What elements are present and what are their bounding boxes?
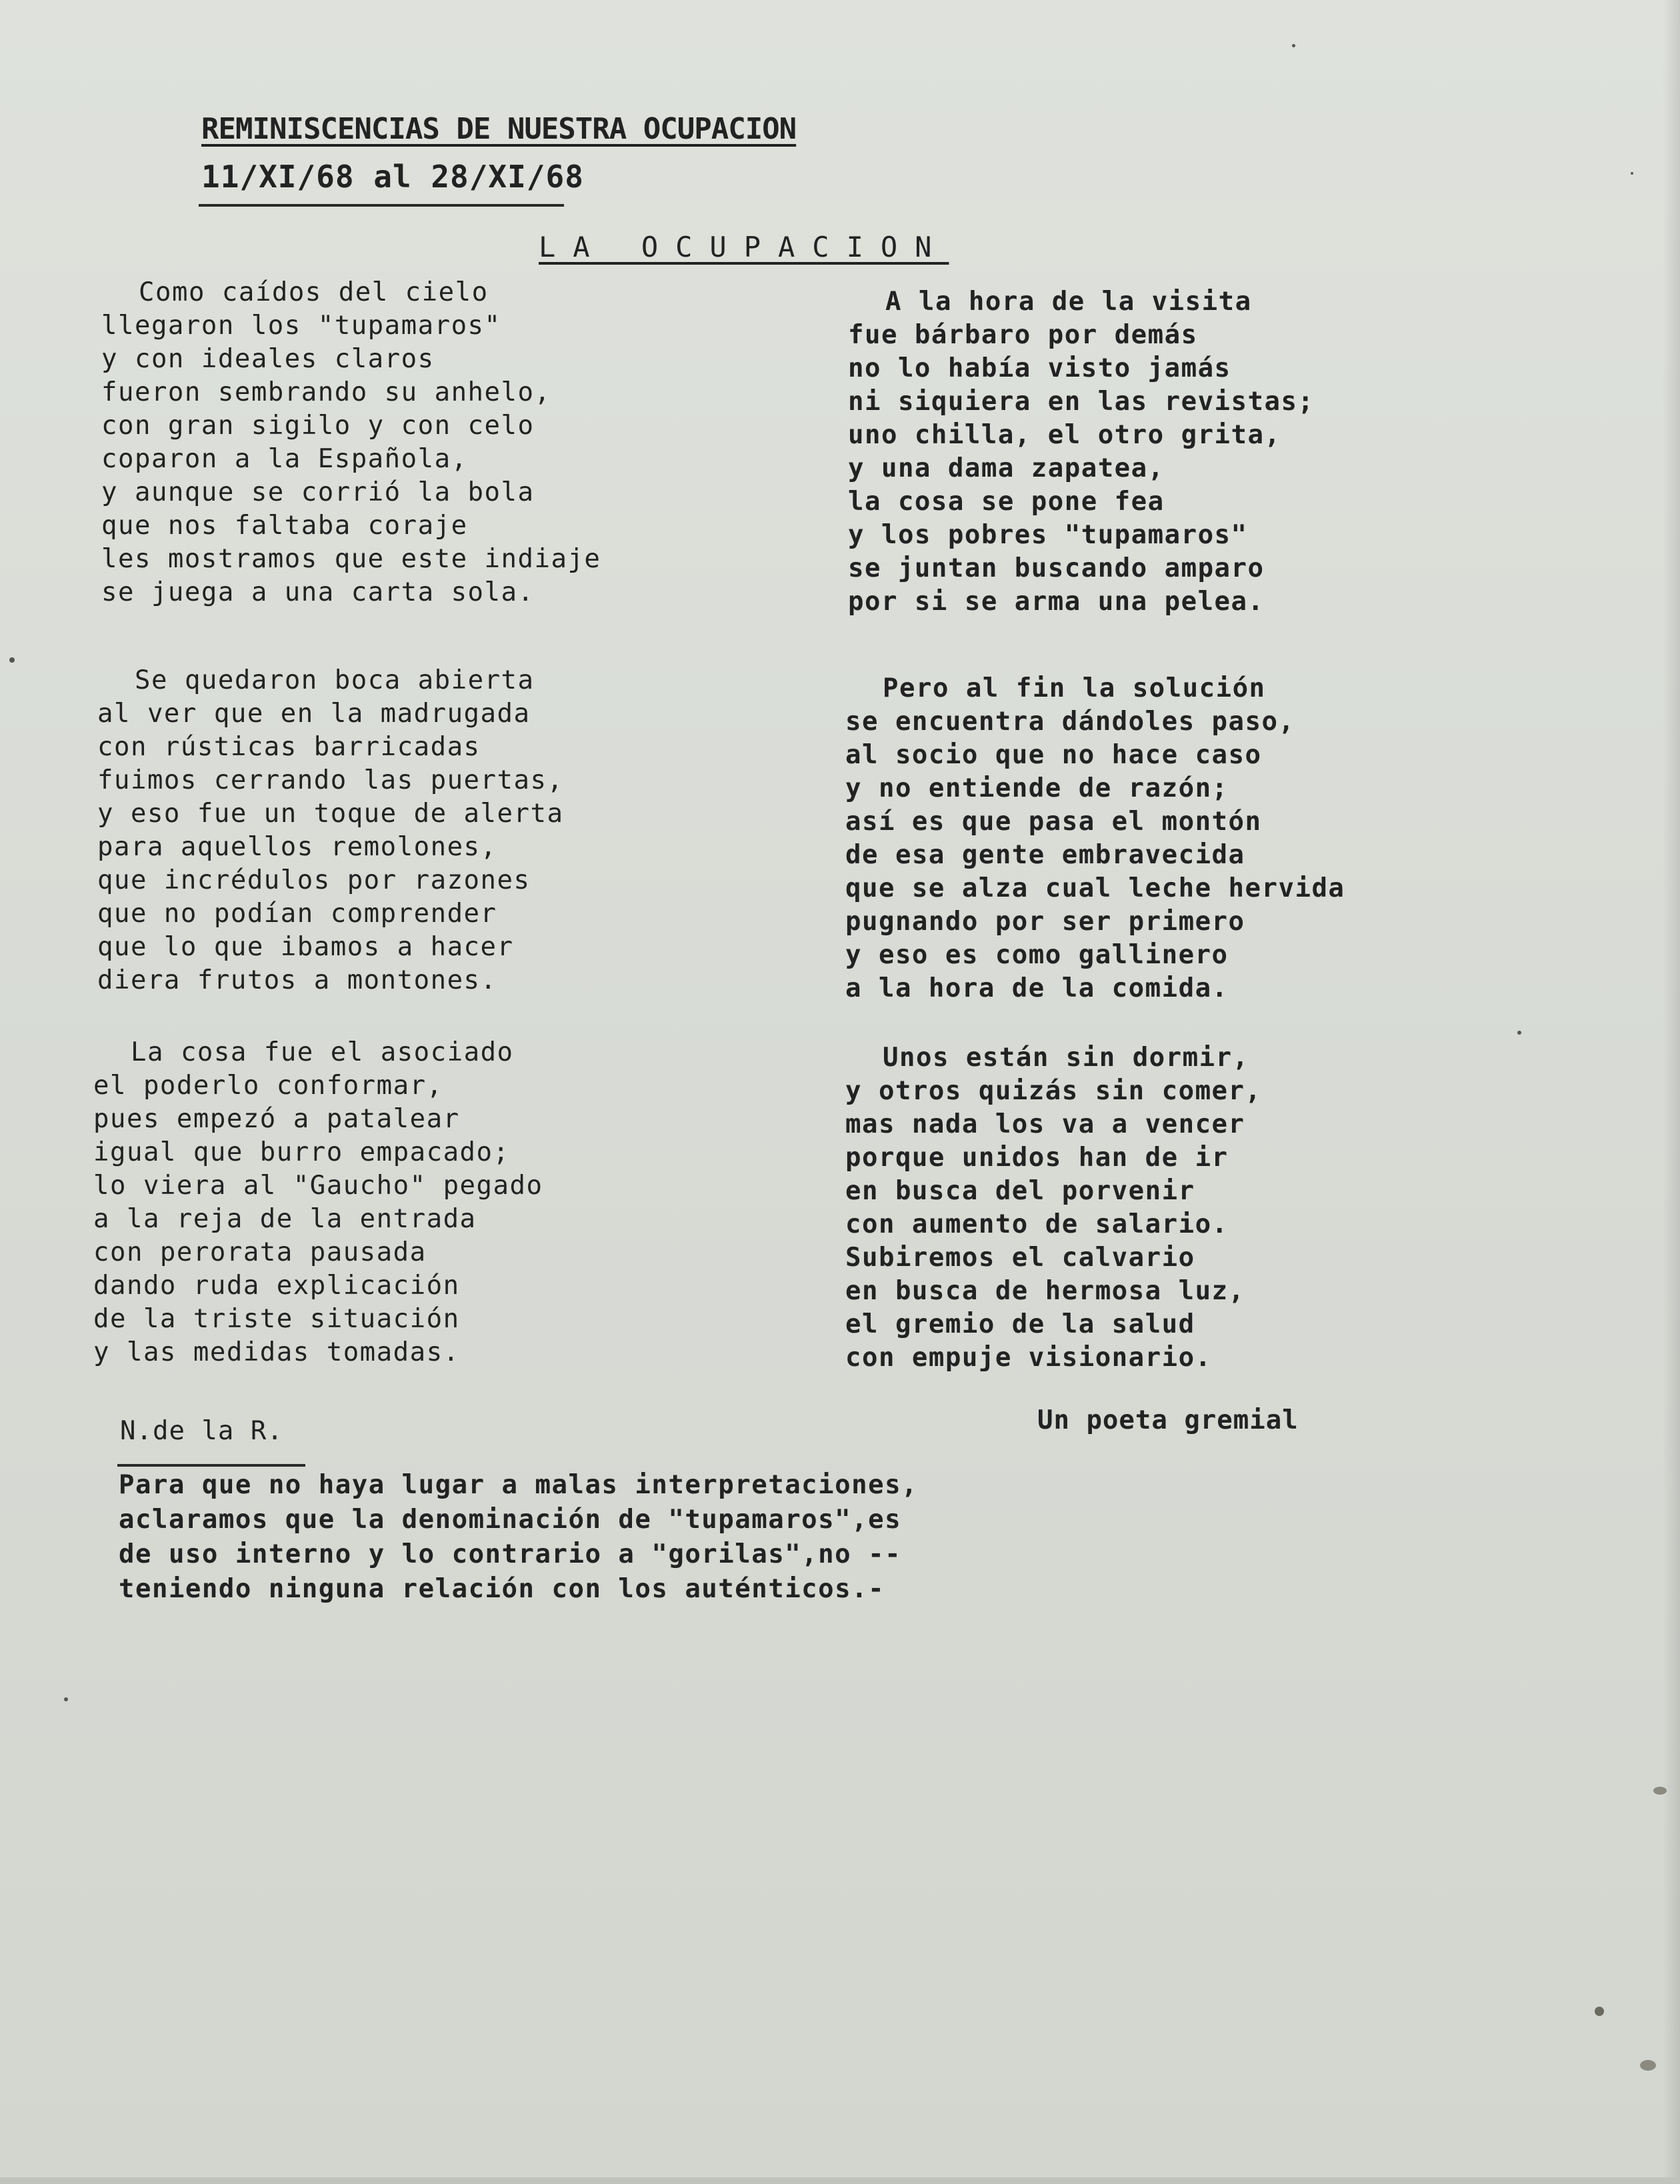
- page-edge-shadow: [1663, 0, 1680, 2184]
- poem-line: a la hora de la comida.: [845, 973, 1229, 1003]
- poem-line: fue bárbaro por demás: [848, 320, 1198, 350]
- editor-note-heading: N.de la R.: [120, 1416, 283, 1446]
- poem-line: mas nada los va a vencer: [845, 1109, 1245, 1139]
- poem-line: les mostramos que este indiaje: [101, 544, 601, 574]
- poem-line: diera frutos a montones.: [97, 965, 497, 995]
- poem-line: uno chilla, el otro grita,: [848, 420, 1281, 450]
- poem-line: Como caídos del cielo: [139, 277, 489, 307]
- poem-line: y otros quizás sin comer,: [845, 1076, 1262, 1106]
- poem-line: llegaron los "tupamaros": [101, 311, 501, 341]
- poem-line: porque unidos han de ir: [845, 1143, 1229, 1173]
- poem-line: A la hora de la visita: [885, 287, 1252, 317]
- poem-line: pues empezó a patalear: [93, 1104, 460, 1134]
- poem-line: con aumento de salario.: [845, 1209, 1229, 1239]
- poem-line: ni siquiera en las revistas;: [848, 387, 1315, 417]
- editor-note-body: [119, 1468, 918, 1607]
- poem-line: con empuje visionario.: [845, 1343, 1212, 1373]
- poem-signature: Un poeta gremial: [1037, 1405, 1299, 1435]
- poem-line: por si se arma una pelea.: [848, 587, 1265, 617]
- paper-speck: [1640, 2060, 1656, 2071]
- poem-line: se encuentra dándoles paso,: [845, 707, 1295, 737]
- poem-line: se juega a una carta sola.: [101, 577, 535, 607]
- poem-line: Pero al fin la solución: [883, 673, 1266, 703]
- poem-line: y eso fue un toque de alerta: [97, 799, 564, 829]
- note-line: teniendo ninguna relación con los auténticos.-: [119, 1574, 885, 1604]
- document-title: REMINISCENCIAS DE NUESTRA OCUPACION: [201, 112, 797, 146]
- poem-line: y una dama zapatea,: [848, 453, 1165, 483]
- poem-line: Unos están sin dormir,: [883, 1043, 1249, 1073]
- stanza-6: [845, 1041, 1262, 1375]
- poem-line: igual que burro empacado;: [93, 1137, 510, 1167]
- poem-line: pugnando por ser primero: [845, 907, 1245, 937]
- poem-line: fuimos cerrando las puertas,: [97, 765, 564, 795]
- poem-line: Subiremos el calvario: [845, 1243, 1195, 1273]
- poem-line: de la triste situación: [93, 1304, 460, 1334]
- poem-line: el gremio de la salud: [845, 1309, 1195, 1339]
- poem-line: y no entiende de razón;: [845, 773, 1229, 803]
- note-line: Para que no haya lugar a malas interpretaciones,: [119, 1470, 919, 1500]
- poem-line: con perorata pausada: [93, 1237, 427, 1267]
- poem-line: en busca del porvenir: [845, 1176, 1195, 1206]
- poem-line: que se alza cual leche hervida: [845, 873, 1345, 903]
- poem-line: y las medidas tomadas.: [93, 1337, 460, 1367]
- document-dates: 11/XI/68 al 28/XI/68: [201, 159, 584, 195]
- poem-line: que incrédulos por razones: [97, 865, 531, 895]
- poem-line: a la reja de la entrada: [93, 1204, 477, 1234]
- poem-line: que no podían comprender: [97, 899, 497, 929]
- poem-line: en busca de hermosa luz,: [845, 1276, 1245, 1306]
- paper-speck: [64, 1697, 68, 1701]
- poem-line: para aquellos remolones,: [97, 832, 497, 862]
- paper-speck: [1517, 1031, 1521, 1035]
- paper-speck: [9, 657, 15, 663]
- poem-line: La cosa fue el asociado: [131, 1037, 514, 1067]
- stanza-5: [845, 672, 1345, 1005]
- stanza-2: [97, 664, 563, 997]
- note-line: de uso interno y lo contrario a "gorilas",no --: [119, 1539, 902, 1569]
- dates-underline: [199, 204, 564, 207]
- page-bottom-edge: [0, 2177, 1680, 2184]
- section-title: LA OCUPACION: [539, 231, 949, 263]
- stanza-4: [848, 285, 1314, 619]
- poem-line: no lo había visto jamás: [848, 353, 1231, 383]
- paper-speck: [1595, 2007, 1604, 2016]
- poem-line: lo viera al "Gaucho" pegado: [93, 1171, 543, 1201]
- poem-line: con gran sigilo y con celo: [101, 411, 535, 441]
- poem-line: la cosa se pone fea: [848, 487, 1165, 517]
- editor-note-underline: [117, 1464, 305, 1467]
- stanza-3: [93, 1036, 543, 1369]
- poem-line: de esa gente embravecida: [845, 840, 1245, 870]
- poem-line: se juntan buscando amparo: [848, 553, 1265, 583]
- poem-line: que lo que ibamos a hacer: [97, 932, 514, 962]
- poem-line: y aunque se corrió la bola: [101, 477, 535, 507]
- poem-line: fueron sembrando su anhelo,: [101, 377, 551, 407]
- poem-line: con rústicas barricadas: [97, 732, 481, 762]
- poem-line: el poderlo conformar,: [93, 1071, 443, 1101]
- paper-speck: [1631, 172, 1633, 175]
- poem-line: y con ideales claros: [101, 344, 435, 374]
- poem-line: dando ruda explicación: [93, 1271, 460, 1301]
- paper-speck: [1292, 44, 1295, 47]
- paper-speck: [1653, 1787, 1667, 1795]
- poem-line: al socio que no hace caso: [845, 740, 1262, 770]
- note-line: aclaramos que la denominación de "tupamaros",es: [119, 1505, 902, 1535]
- poem-line: y eso es como gallinero: [845, 940, 1229, 970]
- poem-line: y los pobres "tupamaros": [848, 520, 1248, 550]
- poem-line: así es que pasa el montón: [845, 807, 1262, 837]
- poem-line: que nos faltaba coraje: [101, 511, 468, 541]
- poem-line: Se quedaron boca abierta: [135, 665, 535, 695]
- stanza-1: [101, 276, 601, 609]
- poem-line: al ver que en la madrugada: [97, 699, 531, 729]
- poem-line: coparon a la Española,: [101, 444, 468, 474]
